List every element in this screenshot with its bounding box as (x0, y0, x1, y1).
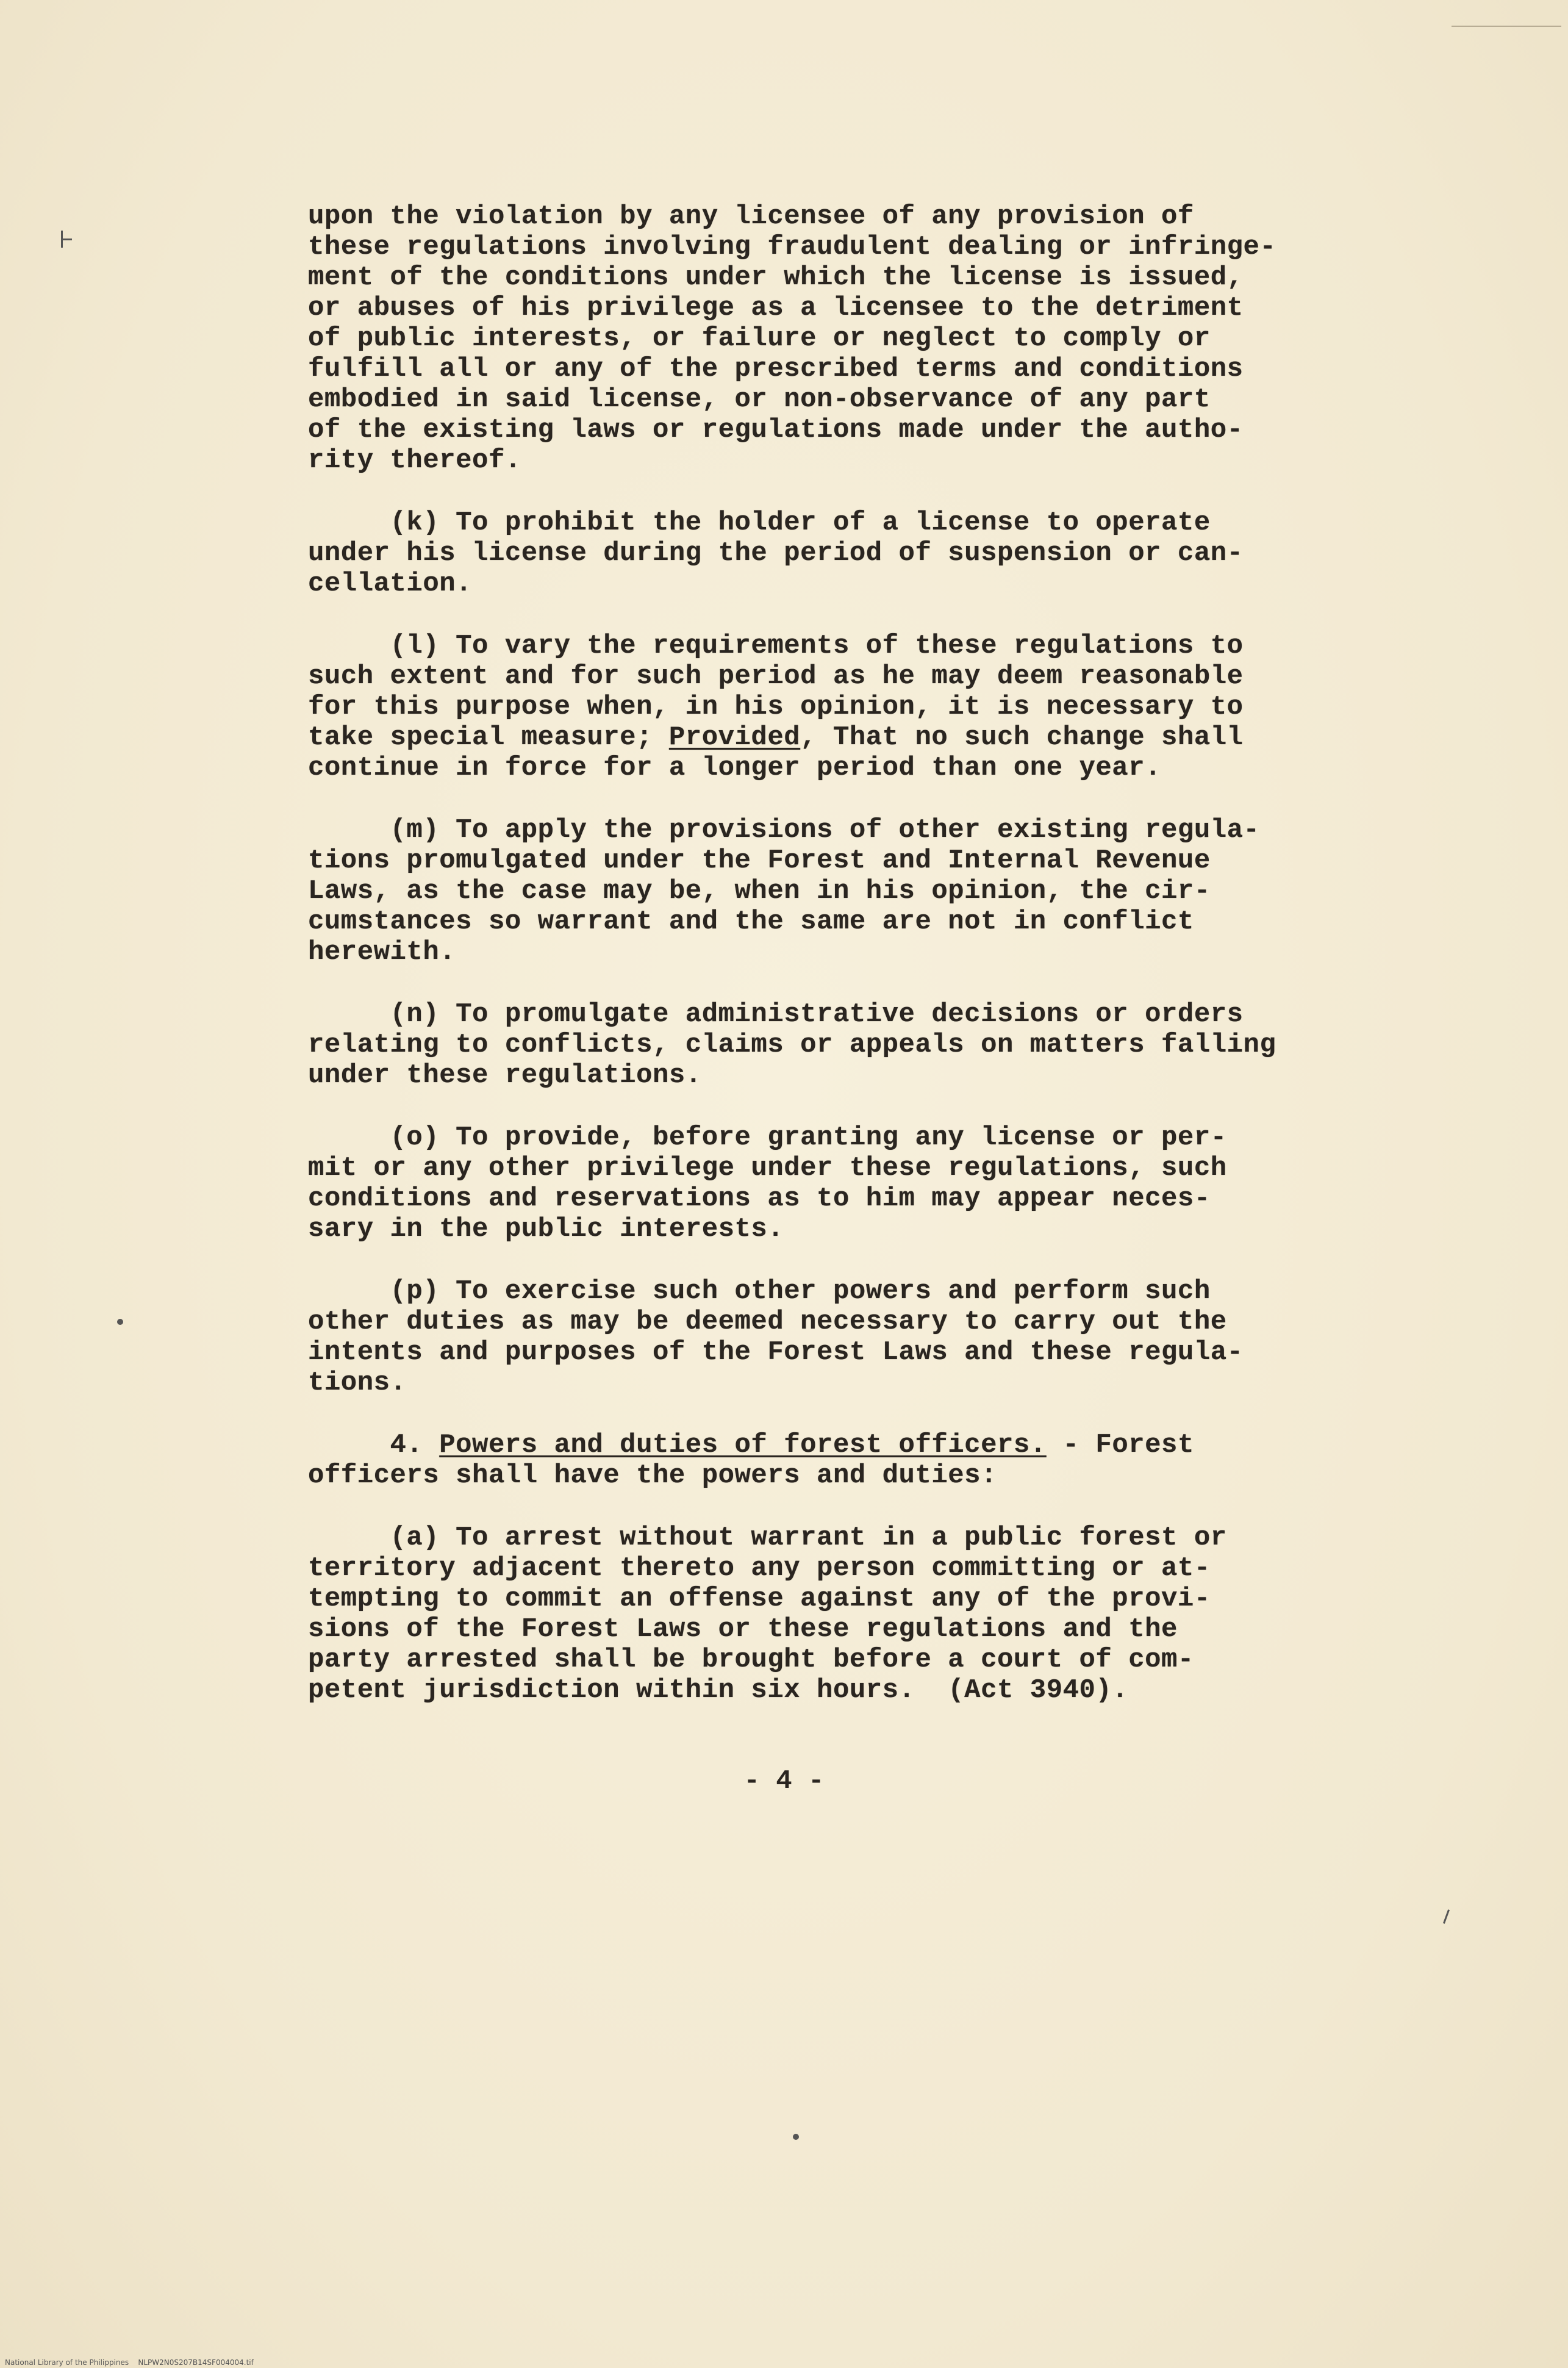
paragraph-o (308, 1122, 1406, 1244)
text-line: (p) To exercise such other powers and perform such (308, 1276, 1211, 1307)
paragraph-n (308, 999, 1406, 1091)
margin-mark-dot (793, 2134, 799, 2140)
archive-footer: National Library of the Philippines NLPW2N0S207B14SF004004.tif (5, 2358, 254, 2367)
text-line: under these regulations. (308, 1060, 702, 1091)
text-line: upon the violation by any licensee of any provision of (308, 201, 1194, 232)
text-line: officers shall have the powers and duties: (308, 1460, 997, 1491)
paragraph-p (308, 1276, 1406, 1398)
text-segment: take special measure; (308, 722, 669, 753)
text-line: continue in force for a longer period than one year. (308, 753, 1162, 783)
section-4-heading (308, 1430, 1406, 1491)
text-line: sary in the public interests. (308, 1214, 784, 1244)
text-line: petent jurisdiction within six hours. (Act 3940). (308, 1675, 1129, 1706)
text-line: intents and purposes of the Forest Laws and these regula- (308, 1337, 1244, 1368)
section-heading-line (308, 1430, 1406, 1460)
text-line: rity thereof. (308, 445, 521, 476)
text-line: for this purpose when, in his opinion, it is necessary to (308, 692, 1244, 722)
text-line: embodied in said license, or non-observance of any part (308, 384, 1211, 415)
text-line: (k) To prohibit the holder of a license to operate (308, 508, 1211, 538)
text-line: of the existing laws or regulations made under the autho- (308, 415, 1244, 445)
section-number: 4. (308, 1430, 440, 1460)
margin-mark-left-tick-h (61, 239, 72, 240)
text-line: sions of the Forest Laws or these regulations and the (308, 1614, 1178, 1645)
text-line: of public interests, or failure or neglect to comply or (308, 323, 1211, 354)
text-line: (n) To promulgate administrative decisions or orders (308, 999, 1244, 1030)
text-line: (l) To vary the requirements of these regulations to (308, 631, 1244, 661)
text-line: party arrested shall be brought before a court of com- (308, 1645, 1194, 1675)
paragraph-intro (308, 201, 1406, 476)
text-segment: , That no such change shall (800, 722, 1244, 753)
margin-mark-dot (117, 1319, 123, 1325)
text-line: or abuses of his privilege as a licensee to the detriment (308, 293, 1244, 323)
text-line: (o) To provide, before granting any license or per- (308, 1122, 1227, 1153)
text-line: such extent and for such period as he may deem reasonable (308, 661, 1244, 692)
text-line: relating to conflicts, claims or appeals on matters falling (308, 1030, 1276, 1060)
text-line: Laws, as the case may be, when in his opinion, the cir- (308, 876, 1211, 906)
text-line: cellation. (308, 569, 473, 599)
top-edge-rule (1452, 26, 1561, 27)
margin-mark-right (1443, 1909, 1450, 1924)
paragraph-a (308, 1523, 1406, 1706)
text-line: other duties as may be deemed necessary to carry out the (308, 1307, 1227, 1337)
text-line: ment of the conditions under which the license is issued, (308, 262, 1244, 293)
text-line: herewith. (308, 937, 456, 967)
underlined-provided: Provided (668, 722, 801, 753)
section-title: Powers and duties of forest officers. (439, 1430, 1047, 1460)
text-line: territory adjacent thereto any person committing or at- (308, 1553, 1211, 1584)
text-line: under his license during the period of suspension or can- (308, 538, 1244, 569)
paragraph-m (308, 815, 1406, 967)
text-line: (m) To apply the provisions of other existing regula- (308, 815, 1260, 845)
text-line: fulfill all or any of the prescribed terms and conditions (308, 354, 1244, 384)
text-line: tempting to commit an offense against any of the provi- (308, 1584, 1211, 1614)
text-line: cumstances so warrant and the same are not in conflict (308, 906, 1194, 937)
text-line: tions. (308, 1368, 407, 1398)
text-line: these regulations involving fraudulent dealing or infringe- (308, 232, 1276, 262)
text-line-with-proviso (308, 722, 1406, 753)
text-line: conditions and reservations as to him may appear neces- (308, 1183, 1211, 1214)
text-line: tions promulgated under the Forest and Internal Revenue (308, 845, 1211, 876)
paragraph-k (308, 508, 1406, 599)
document-body (308, 201, 1406, 1737)
text-line: (a) To arrest without warrant in a public forest or (308, 1523, 1227, 1553)
text-line: mit or any other privilege under these regulations, such (308, 1153, 1227, 1183)
page-number: - 4 - (743, 1766, 825, 1796)
text-segment: - Forest (1046, 1430, 1194, 1460)
paragraph-l (308, 631, 1406, 783)
